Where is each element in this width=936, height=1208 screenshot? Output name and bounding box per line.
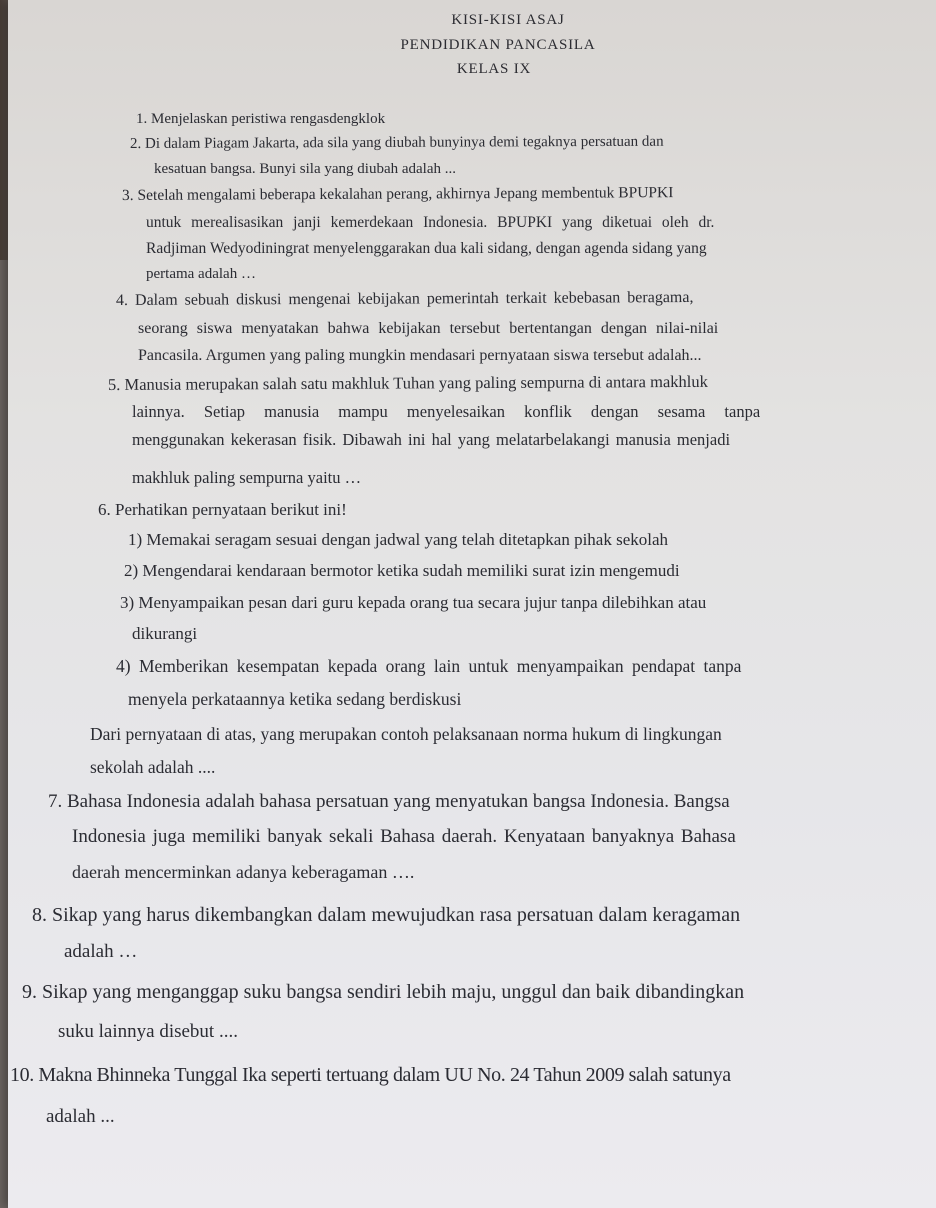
question-8-line-2: adalah … [64, 941, 138, 962]
question-1-line-1: 1. Menjelaskan peristiwa rengasdengklok [136, 111, 386, 127]
statement-2: 2) Mengendarai kendaraan bermotor ketika sudah memiliki surat izin mengemudi [124, 561, 680, 580]
document-title: KISI-KISI ASAJ [451, 12, 565, 28]
question-4-line-2: seorang siswa menyatakan bahwa kebijakan tersebut bertentangan dengan nilai-nilai [138, 320, 719, 337]
question-4-line-3: Pancasila. Argumen yang paling mungkin mendasari pernyataan siswa tersebut adalah... [138, 347, 702, 364]
question-6-prompt-line-2: sekolah adalah .... [90, 757, 216, 777]
question-7-line-2: Indonesia juga memiliki banyak sekali Bahasa daerah. Kenyataan banyaknya Bahasa [72, 826, 736, 847]
document-subject: PENDIDIKAN PANCASILA [400, 37, 596, 53]
question-6-line-1: 6. Perhatikan pernyataan berikut ini! [98, 500, 347, 519]
question-5-line-1: 5. Manusia merupakan salah satu makhluk Tuhan yang paling sempurna di antara makhluk [107, 371, 708, 394]
question-3-line-4: pertama adalah … [146, 266, 256, 282]
statement-4-line-2: menyela perkataannya ketika sedang berdiskusi [128, 689, 462, 709]
statement-4-line-1: 4) Memberikan kesempatan kepada orang lain untuk menyampaikan pendapat tanpa [116, 656, 742, 676]
question-7-line-3: daerah mencerminkan adanya keberagaman …. [72, 862, 415, 882]
statement-1: 1) Memakai seragam sesuai dengan jadwal yang telah ditetapkan pihak sekolah [128, 530, 669, 549]
question-7-line-1: 7. Bahasa Indonesia adalah bahasa persatuan yang menyatukan bangsa Indonesia. Bangsa [48, 791, 730, 812]
question-8-line-1: 8. Sikap yang harus dikembangkan dalam mewujudkan rasa persatuan dalam keragaman [32, 904, 741, 926]
question-4-line-1: 4. Dalam sebuah diskusi mengenai kebijakan pemerintah terkait kebebasan beragama, [115, 288, 694, 309]
question-3-line-1: 3. Setelah mengalami beberapa kekalahan perang, akhirnya Jepang membentuk BPUPKI [121, 184, 674, 204]
question-5-line-4: makhluk paling sempurna yaitu … [132, 468, 362, 487]
document-page [8, 0, 936, 1208]
question-3-line-3: Radjiman Wedyodiningrat menyelenggarakan dua kali sidang, dengan agenda sidang yang [146, 240, 707, 257]
question-10-line-2: adalah ... [46, 1106, 115, 1127]
question-2-line-1: 2. Di dalam Piagam Jakarta, ada sila yang diubah bunyinya demi tegaknya persatuan dan [129, 133, 664, 152]
question-9-line-1: 9. Sikap yang menganggap suku bangsa sendiri lebih maju, unggul dan baik dibandingkan [22, 981, 745, 1003]
statement-3-line-1: 3) Menyampaikan pesan dari guru kepada orang tua secara jujur tanpa dilebihkan atau [120, 593, 707, 612]
question-3-line-2: untuk merealisasikan janji kemerdekaan Indonesia. BPUPKI yang diketuai oleh dr. [146, 214, 715, 231]
question-10-line-1: 10. Makna Bhinneka Tunggal Ika seperti tertuang dalam UU No. 24 Tahun 2009 salah satunya [10, 1064, 731, 1086]
question-9-line-2: suku lainnya disebut .... [58, 1021, 238, 1042]
document-class: KELAS IX [456, 61, 532, 77]
question-5-line-3: menggunakan kekerasan fisik. Dibawah ini hal yang melatarbelakangi manusia menjadi [132, 430, 731, 449]
statement-3-line-2: dikurangi [132, 624, 198, 643]
question-2-line-2: kesatuan bangsa. Bunyi sila yang diubah adalah ... [154, 161, 457, 177]
question-5-line-2: lainnya. Setiap manusia mampu menyelesaikan konflik dengan sesama tanpa [132, 402, 761, 421]
question-6-prompt-line-1: Dari pernyataan di atas, yang merupakan contoh pelaksanaan norma hukum di lingkungan [90, 724, 722, 744]
